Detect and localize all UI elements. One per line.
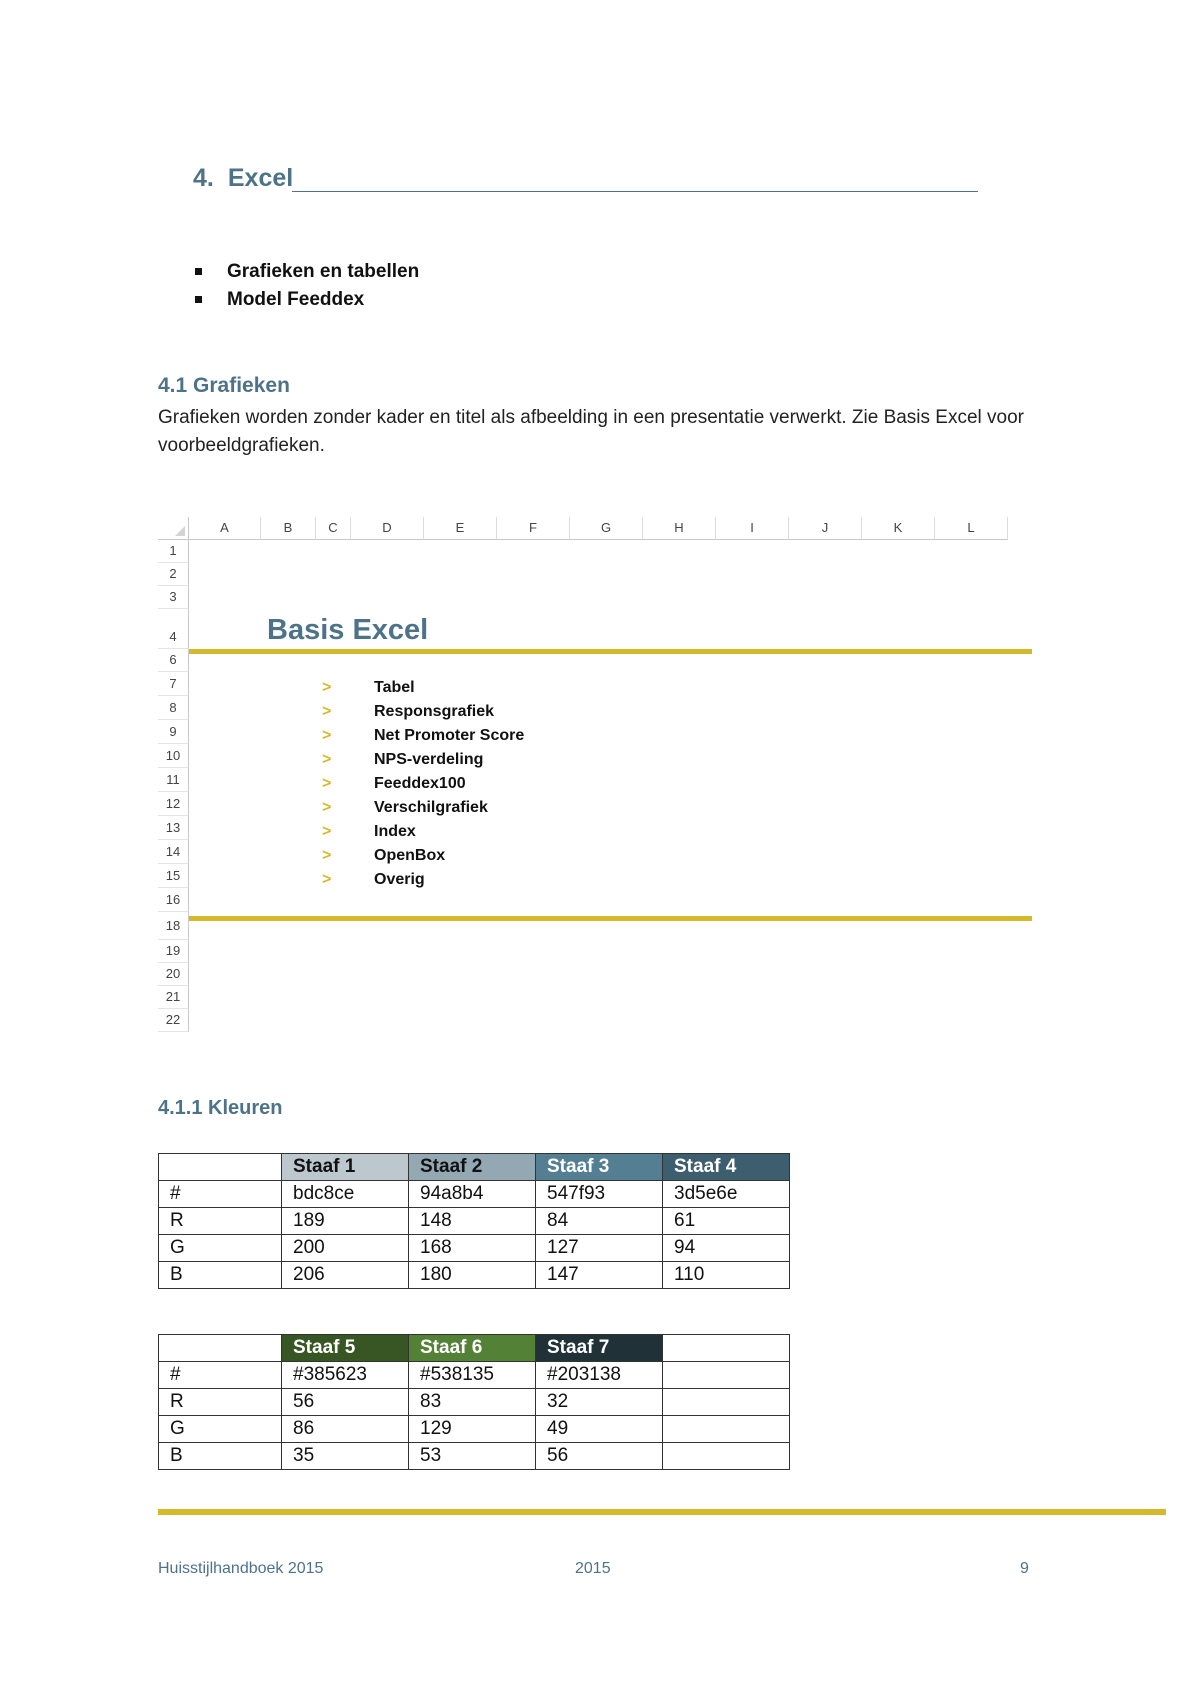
sheet-menu-item[interactable]: [158, 700, 658, 724]
row-header[interactable]: 11: [158, 768, 189, 792]
row-header[interactable]: 22: [158, 1009, 189, 1032]
select-all-corner: [158, 517, 189, 540]
sheet-menu-label: Responsgrafiek: [374, 703, 495, 720]
table-cell: [663, 1389, 790, 1416]
section-paragraph: Grafieken worden zonder kader en titel als afbeelding in een presentatie verwerkt. Zie Basis Excel voor voorbeeldgrafieken.: [158, 407, 1025, 456]
row-header[interactable]: 9: [158, 720, 189, 744]
row-header[interactable]: 20: [158, 963, 189, 986]
chevron-right-icon: >: [322, 727, 332, 744]
table-cell: 3d5e6e: [663, 1181, 790, 1208]
table-row: [159, 1235, 790, 1262]
table-cell: 168: [409, 1235, 536, 1262]
row-key-cell: G: [159, 1235, 282, 1262]
chapter-title: Excel: [227, 164, 294, 192]
table-cell: 129: [409, 1416, 536, 1443]
row-header[interactable]: 3: [158, 586, 189, 609]
table-header-row: [159, 1154, 790, 1181]
column-header[interactable]: L: [935, 517, 1008, 540]
chevron-right-icon: >: [322, 871, 332, 888]
chevron-right-icon: >: [322, 751, 332, 768]
footer-divider: [158, 1509, 1166, 1515]
section-heading: 4.1 Grafieken: [158, 374, 290, 397]
column-header[interactable]: H: [643, 517, 716, 540]
footer-title: Huisstijlhandboek 2015: [158, 1560, 324, 1577]
table-cell: 206: [282, 1262, 409, 1289]
column-header[interactable]: D: [351, 517, 424, 540]
row-header[interactable]: 21: [158, 986, 189, 1009]
row-header[interactable]: 13: [158, 816, 189, 840]
table-cell: #385623: [282, 1362, 409, 1389]
row-header[interactable]: 19: [158, 940, 189, 963]
table-cell: 32: [536, 1389, 663, 1416]
subsection-heading: 4.1.1 Kleuren: [158, 1097, 283, 1119]
table-cell: 56: [282, 1389, 409, 1416]
row-header[interactable]: 1: [158, 540, 189, 563]
sheet-menu-label: Overig: [374, 871, 425, 888]
table-cell: 49: [536, 1416, 663, 1443]
row-header[interactable]: 16: [158, 888, 189, 912]
chevron-right-icon: >: [322, 703, 332, 720]
sheet-menu-label: OpenBox: [374, 847, 446, 864]
column-header-cell: [663, 1335, 790, 1362]
page-number: 9: [1020, 1560, 1029, 1577]
table-row: [159, 1181, 790, 1208]
sheet-top-divider: [189, 649, 1032, 654]
column-header-cell: Staaf 2: [409, 1154, 536, 1181]
chevron-right-icon: >: [322, 847, 332, 864]
row-key-cell: B: [159, 1443, 282, 1470]
empty-header-cell: [159, 1154, 282, 1181]
chapter-number: 4.: [193, 164, 214, 192]
column-header[interactable]: E: [424, 517, 497, 540]
sheet-menu-item[interactable]: [158, 748, 658, 772]
table-cell: 127: [536, 1235, 663, 1262]
chevron-right-icon: >: [322, 799, 332, 816]
row-header[interactable]: 12: [158, 792, 189, 816]
table-cell: bdc8ce: [282, 1181, 409, 1208]
table-cell: 94a8b4: [409, 1181, 536, 1208]
column-header[interactable]: C: [316, 517, 351, 540]
row-key-cell: R: [159, 1208, 282, 1235]
table-cell: 147: [536, 1262, 663, 1289]
table-cell: 547f93: [536, 1181, 663, 1208]
sheet-menu-label: Feeddex100: [374, 775, 466, 792]
column-header-cell: Staaf 1: [282, 1154, 409, 1181]
row-header[interactable]: 18: [158, 912, 189, 940]
column-header-cell: Staaf 4: [663, 1154, 790, 1181]
table-row: [159, 1362, 790, 1389]
row-header[interactable]: 10: [158, 744, 189, 768]
table-cell: 94: [663, 1235, 790, 1262]
table-cell: 84: [536, 1208, 663, 1235]
row-key-cell: G: [159, 1416, 282, 1443]
sheet-menu-item[interactable]: [158, 844, 658, 868]
sheet-menu-label: Index: [374, 823, 416, 840]
table-row: [159, 1416, 790, 1443]
chevron-right-icon: >: [322, 823, 332, 840]
chapter-underline: [292, 191, 978, 192]
sheet-menu-label: Tabel: [374, 679, 415, 696]
sheet-menu-item[interactable]: [158, 820, 658, 844]
sheet-menu-item[interactable]: [158, 724, 658, 748]
sheet-menu-item[interactable]: [158, 676, 658, 700]
list-item: Grafieken en tabellen: [193, 258, 419, 286]
column-header[interactable]: G: [570, 517, 643, 540]
table-cell: 56: [536, 1443, 663, 1470]
table-header-row: [159, 1335, 790, 1362]
table-row: [159, 1389, 790, 1416]
table-cell: [663, 1362, 790, 1389]
row-key-cell: R: [159, 1389, 282, 1416]
color-table-1: [158, 1153, 790, 1289]
column-header-cell: Staaf 7: [536, 1335, 663, 1362]
color-table-2: [158, 1334, 790, 1470]
row-header[interactable]: 14: [158, 840, 189, 864]
column-header-cell: Staaf 3: [536, 1154, 663, 1181]
chapter-contents-list: [193, 258, 419, 314]
table-cell: [663, 1443, 790, 1470]
row-key-cell: #: [159, 1181, 282, 1208]
table-cell: [663, 1416, 790, 1443]
excel-screenshot: [158, 517, 1032, 1045]
table-cell: #538135: [409, 1362, 536, 1389]
row-key-cell: #: [159, 1362, 282, 1389]
table-cell: 189: [282, 1208, 409, 1235]
column-header[interactable]: F: [497, 517, 570, 540]
row-header[interactable]: 8: [158, 696, 189, 720]
chevron-right-icon: >: [322, 775, 332, 792]
row-header[interactable]: 2: [158, 563, 189, 586]
column-header[interactable]: J: [789, 517, 862, 540]
column-header[interactable]: B: [261, 517, 316, 540]
chevron-right-icon: >: [322, 679, 332, 696]
empty-header-cell: [159, 1335, 282, 1362]
column-header-cell: Staaf 5: [282, 1335, 409, 1362]
column-header[interactable]: A: [189, 517, 261, 540]
sheet-menu-label: Verschilgrafiek: [374, 799, 488, 816]
column-header[interactable]: I: [716, 517, 789, 540]
footer-year: 2015: [575, 1560, 611, 1577]
table-cell: #203138: [536, 1362, 663, 1389]
row-key-cell: B: [159, 1262, 282, 1289]
chapter-heading: [193, 164, 293, 193]
row-header[interactable]: 7: [158, 672, 189, 696]
sheet-menu-item[interactable]: [158, 796, 658, 820]
row-header[interactable]: 6: [158, 649, 189, 672]
table-cell: 148: [409, 1208, 536, 1235]
table-cell: 110: [663, 1262, 790, 1289]
sheet-menu-item[interactable]: [158, 772, 658, 796]
column-header[interactable]: K: [862, 517, 935, 540]
row-header[interactable]: 4: [158, 609, 189, 649]
table-cell: 83: [409, 1389, 536, 1416]
table-row: [159, 1443, 790, 1470]
table-cell: 86: [282, 1416, 409, 1443]
table-row: [159, 1208, 790, 1235]
sheet-bottom-divider: [189, 916, 1032, 921]
row-header[interactable]: 15: [158, 864, 189, 888]
list-item: Model Feeddex: [193, 286, 419, 314]
table-cell: 61: [663, 1208, 790, 1235]
sheet-title: Basis Excel: [267, 614, 429, 646]
sheet-menu-label: Net Promoter Score: [374, 727, 525, 744]
table-cell: 180: [409, 1262, 536, 1289]
sheet-menu-item[interactable]: [158, 868, 658, 892]
column-header-cell: Staaf 6: [409, 1335, 536, 1362]
sheet-menu-label: NPS-verdeling: [374, 751, 484, 768]
table-cell: 35: [282, 1443, 409, 1470]
table-cell: 200: [282, 1235, 409, 1262]
table-cell: 53: [409, 1443, 536, 1470]
table-row: [159, 1262, 790, 1289]
